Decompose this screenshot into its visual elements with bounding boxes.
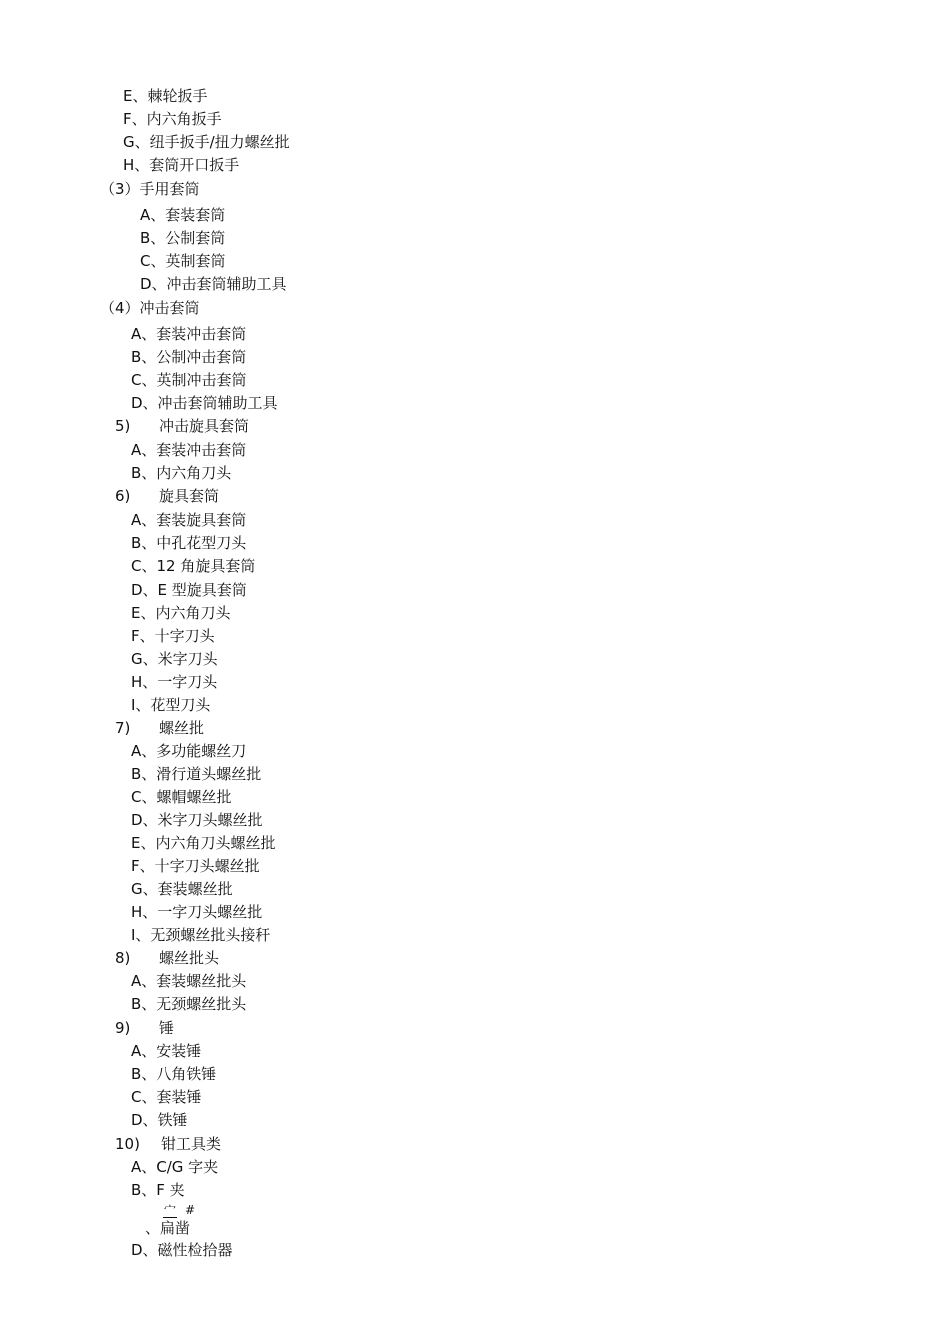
list-item: F、十字刀头 [131, 627, 215, 645]
list-item: C、英制套筒 [140, 252, 226, 270]
list-item: D、冲击套筒辅助工具 [140, 275, 287, 293]
list-item: E、棘轮扳手 [123, 87, 208, 105]
section-number: 5) [115, 417, 131, 435]
list-item: B、滑行道头螺丝批 [131, 765, 262, 783]
list-item: A、C/G 字夹 [131, 1158, 219, 1176]
list-item: F、十字刀头螺丝批 [131, 857, 260, 875]
list-item: A、安装锤 [131, 1042, 202, 1060]
section-heading [115, 718, 204, 738]
list-item: C、英制冲击套筒 [131, 371, 247, 389]
section-title: 钳工具类 [161, 1135, 222, 1153]
section-heading [115, 1134, 221, 1154]
list-item: C、12 角旋具套筒 [131, 557, 256, 575]
list-item: H、一字刀头 [131, 673, 218, 691]
section-heading: （3）手用套筒 [100, 180, 200, 198]
section-title: 冲击旋具套筒 [159, 417, 250, 435]
list-item: B、F 夹 [131, 1181, 185, 1199]
section-title: 螺丝批头 [159, 949, 220, 967]
list-item: E、内六角刀头螺丝批 [131, 834, 276, 852]
list-item: C、螺帽螺丝批 [131, 788, 232, 806]
section-number: 9) [115, 1019, 131, 1037]
list-item: B、内六角刀头 [131, 464, 232, 482]
section-number: 10) [115, 1135, 140, 1153]
list-item: B、公制套筒 [140, 229, 226, 247]
list-item: B、八角铁锤 [131, 1065, 217, 1083]
list-item: H、一字刀头螺丝批 [131, 903, 263, 921]
list-item: A、套装螺丝批头 [131, 972, 247, 990]
list-item: B、公制冲击套筒 [131, 348, 247, 366]
section-heading [115, 486, 219, 506]
list-item: E、内六角刀头 [131, 604, 231, 622]
list-item: A、套装套筒 [140, 206, 226, 224]
list-item: H、套筒开口扳手 [123, 156, 240, 174]
section-number: 8) [115, 949, 131, 967]
list-item: A、套装冲击套筒 [131, 325, 247, 343]
list-item: G、套装螺丝批 [131, 880, 233, 898]
list-item: A、套装旋具套筒 [131, 511, 247, 529]
garbled-glyph: # [185, 1203, 196, 1217]
list-item: I、花型刀头 [131, 696, 211, 714]
section-heading [115, 416, 249, 436]
section-number: 7) [115, 719, 131, 737]
garbled-text [163, 1203, 195, 1217]
list-item: B、中孔花型刀头 [131, 534, 247, 552]
list-item: G、纽手扳手/扭力螺丝批 [123, 133, 290, 151]
garbled-glyph: 宀 [164, 1203, 177, 1217]
section-title: 旋具套筒 [159, 487, 220, 505]
list-item: 、扁凿 [145, 1219, 191, 1237]
section-title: 螺丝批 [159, 719, 205, 737]
list-item: D、铁锤 [131, 1111, 188, 1129]
list-item: A、多功能螺丝刀 [131, 742, 247, 760]
list-item: D、磁性检拾器 [131, 1241, 233, 1259]
list-item: B、无颈螺丝批头 [131, 995, 247, 1013]
section-number: 6) [115, 487, 131, 505]
list-item: D、米字刀头螺丝批 [131, 811, 263, 829]
section-title: 锤 [159, 1019, 175, 1037]
list-item: G、米字刀头 [131, 650, 218, 668]
list-item: D、E 型旋具套筒 [131, 581, 247, 599]
list-item: F、内六角扳手 [123, 110, 222, 128]
section-heading [115, 948, 219, 968]
section-heading [115, 1018, 174, 1038]
list-item: I、无颈螺丝批头接秆 [131, 926, 271, 944]
list-item: C、套装锤 [131, 1088, 202, 1106]
list-item: D、冲击套筒辅助工具 [131, 394, 278, 412]
section-heading: （4）冲击套筒 [100, 299, 200, 317]
list-item: A、套装冲击套筒 [131, 441, 247, 459]
